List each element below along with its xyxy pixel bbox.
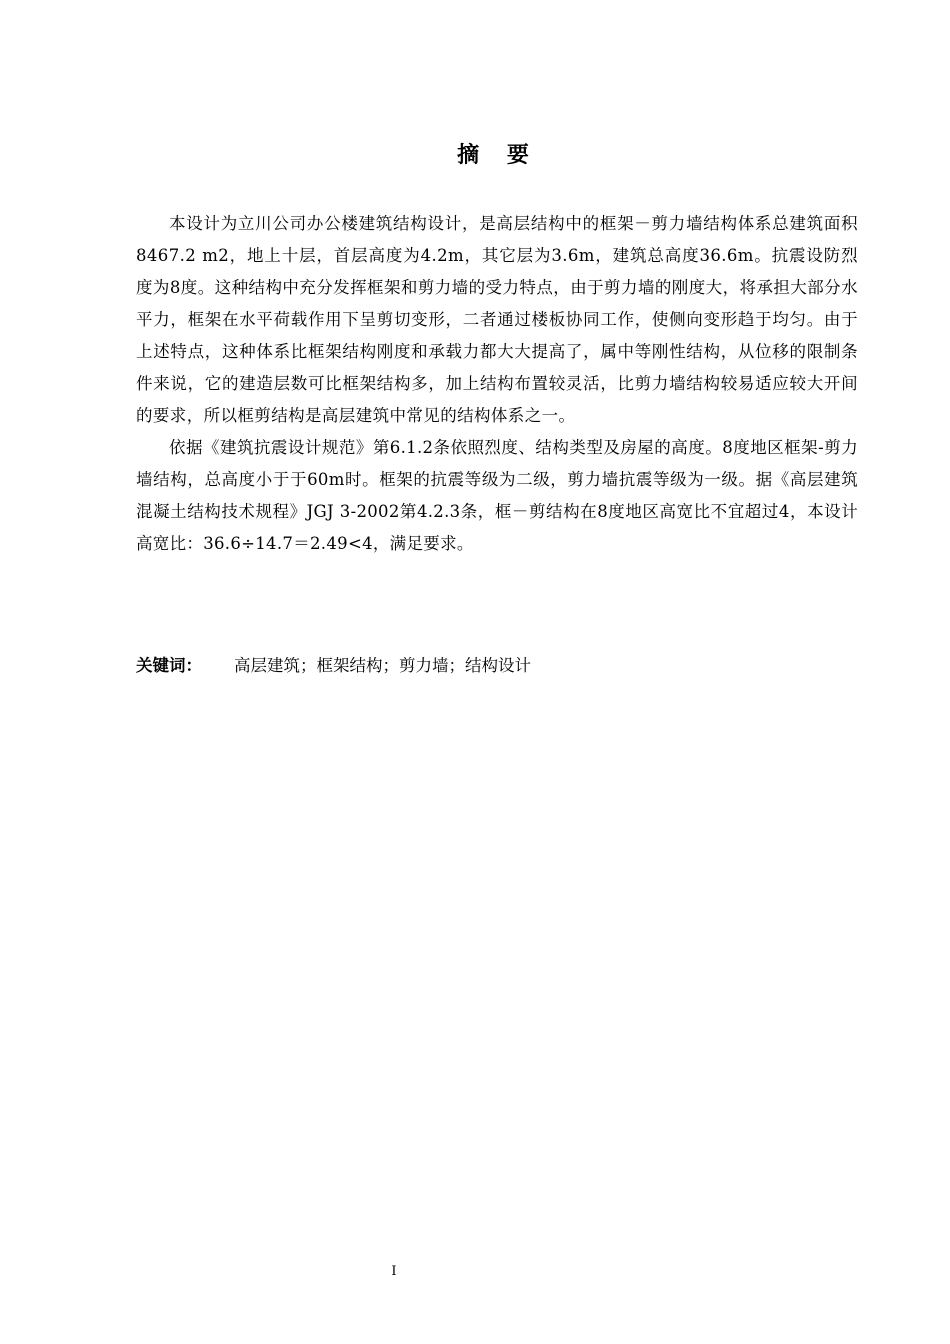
keywords-label: 关键词： (136, 656, 202, 675)
abstract-body (136, 208, 858, 560)
keywords-list: 高层建筑；框架结构；剪力墙；结构设计 (234, 656, 531, 675)
abstract-paragraph: 依据《建筑抗震设计规范》第6.1.2条依照烈度、结构类型及房屋的高度。8度地区框架-剪力墙结构，总高度小于于60m时。框架的抗震等级为二级，剪力墙抗震等级为一级。据《高层建筑混凝土结构技术规程》JGJ 3-2002第4.2.3条，框－剪结构在8度地区高宽比不宜超过4，本设计高宽比：36.6÷14.7＝2.49<4，满足要求。 (136, 438, 858, 553)
page-title: 摘 要 (457, 143, 539, 168)
abstract-paragraph: 本设计为立川公司办公楼建筑结构设计，是高层结构中的框架－剪力墙结构体系总建筑面积8467.2 m2，地上十层，首层高度为4.2m，其它层为3.6m，建筑总高度36.6m。抗震设防烈度为8度。这种结构中充分发挥框架和剪力墙的受力特点，由于剪力墙的刚度大，将承担大部分水平力，框架在水平荷载作用下呈剪切变形，二者通过楼板协同工作，使侧向变形趋于均匀。由于上述特点，这种体系比框架结构刚度和承载力都大大提高了，属中等刚性结构，从位移的限制条件来说，它的建造层数可比框架结构多，加上结构布置较灵活，比剪力墙结构较易适应较大开间的要求，所以框剪结构是高层建筑中常见的结构体系之一。 (136, 214, 858, 425)
page-number: I (391, 1264, 397, 1279)
keywords-line (136, 652, 858, 680)
